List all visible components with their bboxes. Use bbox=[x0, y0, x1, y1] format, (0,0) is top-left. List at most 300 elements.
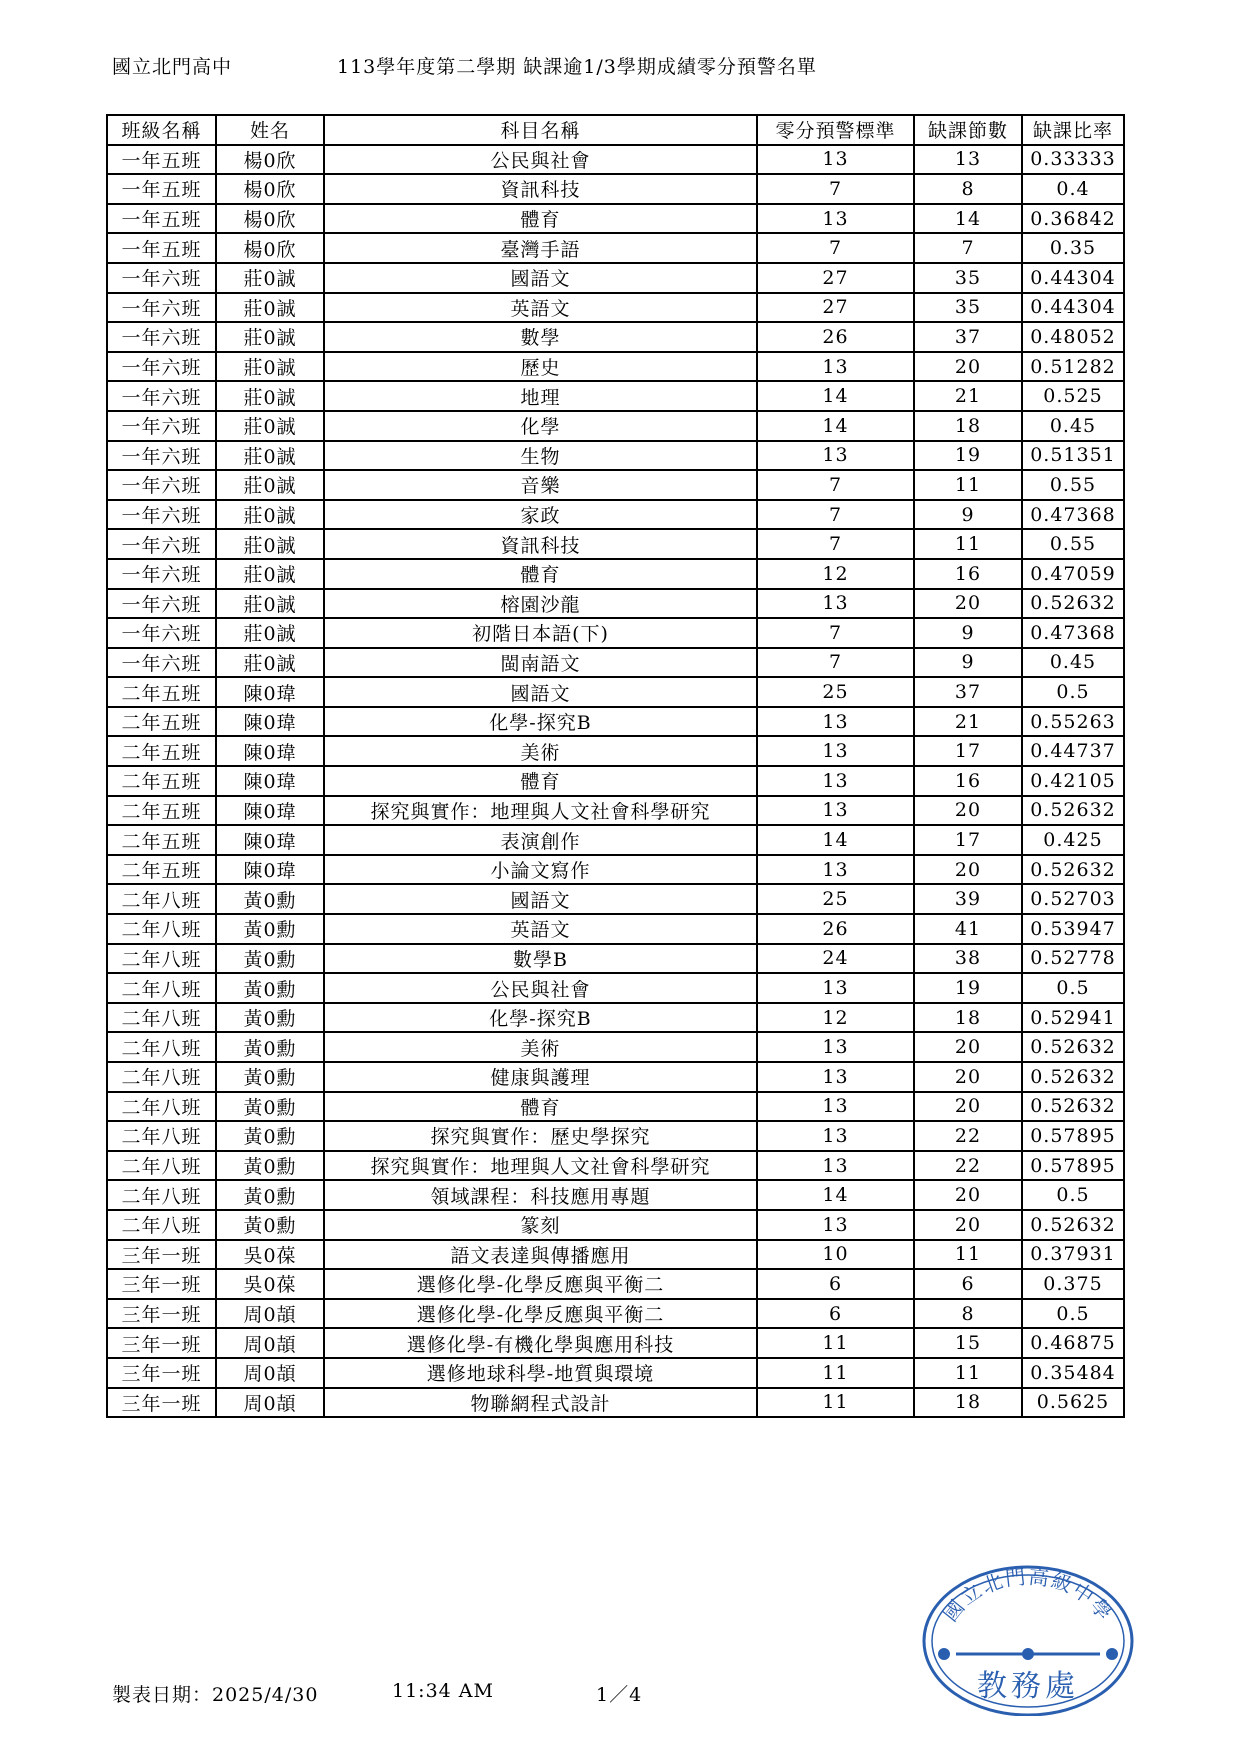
cell-subject: 體育 bbox=[324, 559, 757, 589]
cell-subject: 家政 bbox=[324, 500, 757, 530]
cell-name: 黃0勳 bbox=[216, 1151, 324, 1181]
warning-list-table bbox=[106, 114, 1125, 1418]
cell-subject: 探究與實作：地理與人文社會科學研究 bbox=[324, 796, 757, 826]
cell-name: 莊0誠 bbox=[216, 322, 324, 352]
table-row bbox=[107, 293, 1124, 323]
cell-name: 陳0瑋 bbox=[216, 825, 324, 855]
cell-name: 莊0誠 bbox=[216, 293, 324, 323]
cell-threshold: 7 bbox=[757, 470, 914, 500]
cell-absences: 11 bbox=[914, 529, 1022, 559]
cell-threshold: 13 bbox=[757, 766, 914, 796]
cell-name: 周0頡 bbox=[216, 1388, 324, 1418]
cell-absences: 18 bbox=[914, 1388, 1022, 1418]
cell-subject: 領域課程：科技應用專題 bbox=[324, 1180, 757, 1210]
cell-subject: 化學 bbox=[324, 411, 757, 441]
cell-threshold: 10 bbox=[757, 1240, 914, 1270]
cell-class: 一年六班 bbox=[107, 529, 216, 559]
cell-absences: 8 bbox=[914, 174, 1022, 204]
cell-subject: 資訊科技 bbox=[324, 174, 757, 204]
report-title: 113學年度第二學期 缺課逾1/3學期成績零分預警名單 bbox=[337, 56, 817, 78]
cell-class: 二年五班 bbox=[107, 855, 216, 885]
cell-class: 一年六班 bbox=[107, 441, 216, 471]
cell-threshold: 13 bbox=[757, 1210, 914, 1240]
cell-absences: 20 bbox=[914, 352, 1022, 382]
cell-subject: 公民與社會 bbox=[324, 973, 757, 1003]
cell-threshold: 13 bbox=[757, 145, 914, 175]
cell-threshold: 7 bbox=[757, 174, 914, 204]
cell-name: 陳0瑋 bbox=[216, 766, 324, 796]
cell-name: 莊0誠 bbox=[216, 589, 324, 619]
cell-class: 一年五班 bbox=[107, 174, 216, 204]
table-row bbox=[107, 589, 1124, 619]
cell-threshold: 14 bbox=[757, 1180, 914, 1210]
cell-absences: 20 bbox=[914, 855, 1022, 885]
cell-ratio: 0.37931 bbox=[1022, 1240, 1124, 1270]
cell-subject: 化學-探究B bbox=[324, 707, 757, 737]
cell-ratio: 0.5625 bbox=[1022, 1388, 1124, 1418]
cell-threshold: 25 bbox=[757, 677, 914, 707]
table-row bbox=[107, 825, 1124, 855]
cell-absences: 35 bbox=[914, 293, 1022, 323]
cell-subject: 國語文 bbox=[324, 884, 757, 914]
cell-absences: 20 bbox=[914, 1092, 1022, 1122]
cell-name: 莊0誠 bbox=[216, 529, 324, 559]
cell-absences: 20 bbox=[914, 1210, 1022, 1240]
cell-absences: 11 bbox=[914, 470, 1022, 500]
cell-name: 莊0誠 bbox=[216, 263, 324, 293]
cell-ratio: 0.52632 bbox=[1022, 855, 1124, 885]
cell-absences: 11 bbox=[914, 1358, 1022, 1388]
cell-class: 一年五班 bbox=[107, 233, 216, 263]
cell-subject: 音樂 bbox=[324, 470, 757, 500]
cell-class: 一年六班 bbox=[107, 293, 216, 323]
table-row bbox=[107, 263, 1124, 293]
cell-class: 一年六班 bbox=[107, 559, 216, 589]
cell-class: 三年一班 bbox=[107, 1299, 216, 1329]
cell-name: 黃0勳 bbox=[216, 1062, 324, 1092]
cell-class: 二年五班 bbox=[107, 825, 216, 855]
cell-threshold: 7 bbox=[757, 233, 914, 263]
table-row bbox=[107, 973, 1124, 1003]
cell-threshold: 13 bbox=[757, 1092, 914, 1122]
cell-ratio: 0.57895 bbox=[1022, 1121, 1124, 1151]
cell-ratio: 0.5 bbox=[1022, 1299, 1124, 1329]
cell-subject: 初階日本語(下) bbox=[324, 618, 757, 648]
cell-ratio: 0.4 bbox=[1022, 174, 1124, 204]
cell-subject: 體育 bbox=[324, 204, 757, 234]
cell-ratio: 0.33333 bbox=[1022, 145, 1124, 175]
cell-ratio: 0.52632 bbox=[1022, 796, 1124, 826]
cell-class: 二年八班 bbox=[107, 1210, 216, 1240]
cell-name: 黃0勳 bbox=[216, 1180, 324, 1210]
table-row bbox=[107, 1092, 1124, 1122]
cell-absences: 37 bbox=[914, 322, 1022, 352]
table-row bbox=[107, 1062, 1124, 1092]
cell-name: 陳0瑋 bbox=[216, 736, 324, 766]
cell-threshold: 26 bbox=[757, 322, 914, 352]
cell-ratio: 0.55 bbox=[1022, 470, 1124, 500]
cell-name: 黃0勳 bbox=[216, 973, 324, 1003]
cell-ratio: 0.52632 bbox=[1022, 1210, 1124, 1240]
cell-subject: 語文表達與傳播應用 bbox=[324, 1240, 757, 1270]
cell-ratio: 0.44737 bbox=[1022, 736, 1124, 766]
cell-class: 二年八班 bbox=[107, 884, 216, 914]
cell-ratio: 0.47368 bbox=[1022, 618, 1124, 648]
cell-subject: 小論文寫作 bbox=[324, 855, 757, 885]
cell-name: 周0頡 bbox=[216, 1328, 324, 1358]
cell-absences: 21 bbox=[914, 381, 1022, 411]
cell-ratio: 0.52941 bbox=[1022, 1003, 1124, 1033]
cell-name: 莊0誠 bbox=[216, 500, 324, 530]
cell-threshold: 14 bbox=[757, 411, 914, 441]
cell-subject: 美術 bbox=[324, 1032, 757, 1062]
table-row bbox=[107, 1388, 1124, 1418]
table-row bbox=[107, 529, 1124, 559]
cell-ratio: 0.44304 bbox=[1022, 293, 1124, 323]
cell-subject: 數學 bbox=[324, 322, 757, 352]
cell-name: 莊0誠 bbox=[216, 559, 324, 589]
cell-class: 三年一班 bbox=[107, 1269, 216, 1299]
cell-absences: 35 bbox=[914, 263, 1022, 293]
cell-subject: 探究與實作：歷史學探究 bbox=[324, 1121, 757, 1151]
cell-name: 莊0誠 bbox=[216, 618, 324, 648]
cell-subject: 選修地球科學-地質與環境 bbox=[324, 1358, 757, 1388]
cell-threshold: 13 bbox=[757, 796, 914, 826]
cell-class: 二年八班 bbox=[107, 1032, 216, 1062]
cell-threshold: 13 bbox=[757, 855, 914, 885]
cell-ratio: 0.53947 bbox=[1022, 914, 1124, 944]
table-row bbox=[107, 470, 1124, 500]
cell-class: 二年八班 bbox=[107, 1180, 216, 1210]
cell-ratio: 0.42105 bbox=[1022, 766, 1124, 796]
cell-absences: 8 bbox=[914, 1299, 1022, 1329]
cell-ratio: 0.57895 bbox=[1022, 1151, 1124, 1181]
cell-subject: 歷史 bbox=[324, 352, 757, 382]
cell-class: 三年一班 bbox=[107, 1358, 216, 1388]
cell-ratio: 0.52703 bbox=[1022, 884, 1124, 914]
cell-ratio: 0.52632 bbox=[1022, 1092, 1124, 1122]
cell-name: 莊0誠 bbox=[216, 411, 324, 441]
cell-subject: 臺灣手語 bbox=[324, 233, 757, 263]
cell-name: 黃0勳 bbox=[216, 944, 324, 974]
report-time: 11:34 AM bbox=[392, 1680, 494, 1702]
cell-threshold: 13 bbox=[757, 973, 914, 1003]
cell-absences: 9 bbox=[914, 500, 1022, 530]
cell-absences: 16 bbox=[914, 766, 1022, 796]
cell-absences: 20 bbox=[914, 589, 1022, 619]
cell-subject: 國語文 bbox=[324, 677, 757, 707]
cell-threshold: 26 bbox=[757, 914, 914, 944]
column-header-absences: 缺課節數 bbox=[914, 115, 1022, 145]
cell-threshold: 13 bbox=[757, 1151, 914, 1181]
cell-threshold: 13 bbox=[757, 589, 914, 619]
cell-absences: 14 bbox=[914, 204, 1022, 234]
cell-class: 一年六班 bbox=[107, 470, 216, 500]
cell-ratio: 0.36842 bbox=[1022, 204, 1124, 234]
cell-threshold: 13 bbox=[757, 1121, 914, 1151]
table-row bbox=[107, 914, 1124, 944]
cell-subject: 地理 bbox=[324, 381, 757, 411]
cell-absences: 41 bbox=[914, 914, 1022, 944]
cell-subject: 物聯網程式設計 bbox=[324, 1388, 757, 1418]
cell-ratio: 0.35484 bbox=[1022, 1358, 1124, 1388]
cell-absences: 9 bbox=[914, 618, 1022, 648]
cell-subject: 公民與社會 bbox=[324, 145, 757, 175]
table-row bbox=[107, 707, 1124, 737]
cell-absences: 18 bbox=[914, 1003, 1022, 1033]
column-header-subject: 科目名稱 bbox=[324, 115, 757, 145]
cell-class: 一年五班 bbox=[107, 204, 216, 234]
cell-threshold: 14 bbox=[757, 381, 914, 411]
cell-name: 黃0勳 bbox=[216, 1032, 324, 1062]
table-row bbox=[107, 855, 1124, 885]
cell-name: 周0頡 bbox=[216, 1358, 324, 1388]
cell-absences: 18 bbox=[914, 411, 1022, 441]
table-row bbox=[107, 796, 1124, 826]
cell-ratio: 0.55263 bbox=[1022, 707, 1124, 737]
cell-class: 二年八班 bbox=[107, 973, 216, 1003]
cell-threshold: 7 bbox=[757, 529, 914, 559]
cell-subject: 選修化學-有機化學與應用科技 bbox=[324, 1328, 757, 1358]
cell-ratio: 0.47059 bbox=[1022, 559, 1124, 589]
table-row bbox=[107, 944, 1124, 974]
cell-subject: 選修化學-化學反應與平衡二 bbox=[324, 1269, 757, 1299]
cell-name: 陳0瑋 bbox=[216, 707, 324, 737]
cell-absences: 20 bbox=[914, 1032, 1022, 1062]
cell-name: 黃0勳 bbox=[216, 1003, 324, 1033]
cell-name: 陳0瑋 bbox=[216, 677, 324, 707]
table-row bbox=[107, 1032, 1124, 1062]
cell-class: 二年五班 bbox=[107, 677, 216, 707]
cell-threshold: 14 bbox=[757, 825, 914, 855]
cell-name: 楊0欣 bbox=[216, 204, 324, 234]
table-row bbox=[107, 381, 1124, 411]
table-row bbox=[107, 204, 1124, 234]
table-row bbox=[107, 1358, 1124, 1388]
cell-subject: 健康與護理 bbox=[324, 1062, 757, 1092]
cell-absences: 17 bbox=[914, 825, 1022, 855]
cell-threshold: 11 bbox=[757, 1388, 914, 1418]
table-row bbox=[107, 559, 1124, 589]
cell-class: 一年六班 bbox=[107, 352, 216, 382]
cell-subject: 表演創作 bbox=[324, 825, 757, 855]
cell-threshold: 13 bbox=[757, 204, 914, 234]
table-row bbox=[107, 174, 1124, 204]
cell-threshold: 6 bbox=[757, 1269, 914, 1299]
cell-threshold: 25 bbox=[757, 884, 914, 914]
cell-class: 三年一班 bbox=[107, 1388, 216, 1418]
cell-class: 二年八班 bbox=[107, 1062, 216, 1092]
table-row bbox=[107, 766, 1124, 796]
cell-name: 莊0誠 bbox=[216, 648, 324, 678]
cell-ratio: 0.52778 bbox=[1022, 944, 1124, 974]
cell-class: 一年六班 bbox=[107, 381, 216, 411]
cell-ratio: 0.55 bbox=[1022, 529, 1124, 559]
table-row bbox=[107, 1240, 1124, 1270]
cell-subject: 閩南語文 bbox=[324, 648, 757, 678]
cell-class: 二年五班 bbox=[107, 736, 216, 766]
table-row bbox=[107, 648, 1124, 678]
column-header-name: 姓名 bbox=[216, 115, 324, 145]
cell-name: 吳0葆 bbox=[216, 1240, 324, 1270]
cell-class: 二年八班 bbox=[107, 1003, 216, 1033]
page-number: 1／4 bbox=[596, 1684, 643, 1706]
cell-class: 二年八班 bbox=[107, 914, 216, 944]
svg-text:教務處: 教務處 bbox=[977, 1669, 1079, 1704]
table-row bbox=[107, 1151, 1124, 1181]
cell-class: 二年五班 bbox=[107, 796, 216, 826]
cell-ratio: 0.45 bbox=[1022, 411, 1124, 441]
table-row bbox=[107, 233, 1124, 263]
cell-ratio: 0.525 bbox=[1022, 381, 1124, 411]
table-row bbox=[107, 411, 1124, 441]
cell-subject: 國語文 bbox=[324, 263, 757, 293]
column-header-threshold: 零分預警標準 bbox=[757, 115, 914, 145]
table-row bbox=[107, 322, 1124, 352]
cell-subject: 篆刻 bbox=[324, 1210, 757, 1240]
cell-name: 楊0欣 bbox=[216, 145, 324, 175]
cell-name: 陳0瑋 bbox=[216, 796, 324, 826]
cell-absences: 22 bbox=[914, 1121, 1022, 1151]
cell-class: 一年六班 bbox=[107, 500, 216, 530]
cell-name: 楊0欣 bbox=[216, 233, 324, 263]
cell-threshold: 27 bbox=[757, 263, 914, 293]
cell-threshold: 24 bbox=[757, 944, 914, 974]
table-body bbox=[107, 145, 1124, 1418]
school-name: 國立北門高中 bbox=[112, 56, 233, 78]
cell-threshold: 7 bbox=[757, 500, 914, 530]
cell-absences: 20 bbox=[914, 1180, 1022, 1210]
cell-name: 莊0誠 bbox=[216, 381, 324, 411]
cell-subject: 選修化學-化學反應與平衡二 bbox=[324, 1299, 757, 1329]
cell-ratio: 0.45 bbox=[1022, 648, 1124, 678]
cell-class: 二年八班 bbox=[107, 1121, 216, 1151]
cell-subject: 數學B bbox=[324, 944, 757, 974]
cell-name: 吳0葆 bbox=[216, 1269, 324, 1299]
cell-class: 一年六班 bbox=[107, 322, 216, 352]
cell-name: 黃0勳 bbox=[216, 1121, 324, 1151]
cell-absences: 9 bbox=[914, 648, 1022, 678]
cell-name: 黃0勳 bbox=[216, 914, 324, 944]
table-row bbox=[107, 736, 1124, 766]
cell-threshold: 13 bbox=[757, 1062, 914, 1092]
cell-subject: 榕園沙龍 bbox=[324, 589, 757, 619]
cell-ratio: 0.51282 bbox=[1022, 352, 1124, 382]
cell-threshold: 13 bbox=[757, 1032, 914, 1062]
cell-class: 三年一班 bbox=[107, 1328, 216, 1358]
cell-subject: 美術 bbox=[324, 736, 757, 766]
cell-absences: 22 bbox=[914, 1151, 1022, 1181]
cell-threshold: 12 bbox=[757, 559, 914, 589]
cell-class: 一年六班 bbox=[107, 648, 216, 678]
cell-threshold: 13 bbox=[757, 707, 914, 737]
cell-ratio: 0.425 bbox=[1022, 825, 1124, 855]
cell-subject: 體育 bbox=[324, 1092, 757, 1122]
table-row bbox=[107, 441, 1124, 471]
cell-absences: 20 bbox=[914, 796, 1022, 826]
column-header-class: 班級名稱 bbox=[107, 115, 216, 145]
cell-absences: 19 bbox=[914, 441, 1022, 471]
cell-absences: 11 bbox=[914, 1240, 1022, 1270]
table-row bbox=[107, 1180, 1124, 1210]
cell-subject: 體育 bbox=[324, 766, 757, 796]
cell-threshold: 13 bbox=[757, 352, 914, 382]
cell-class: 二年五班 bbox=[107, 707, 216, 737]
cell-absences: 17 bbox=[914, 736, 1022, 766]
report-date: 製表日期：2025/4/30 bbox=[112, 1684, 319, 1706]
table-row bbox=[107, 145, 1124, 175]
cell-ratio: 0.51351 bbox=[1022, 441, 1124, 471]
cell-threshold: 11 bbox=[757, 1328, 914, 1358]
cell-class: 三年一班 bbox=[107, 1240, 216, 1270]
cell-threshold: 27 bbox=[757, 293, 914, 323]
cell-absences: 6 bbox=[914, 1269, 1022, 1299]
cell-threshold: 7 bbox=[757, 618, 914, 648]
cell-ratio: 0.52632 bbox=[1022, 1062, 1124, 1092]
cell-absences: 37 bbox=[914, 677, 1022, 707]
cell-ratio: 0.52632 bbox=[1022, 1032, 1124, 1062]
cell-threshold: 6 bbox=[757, 1299, 914, 1329]
cell-name: 黃0勳 bbox=[216, 1092, 324, 1122]
table-row bbox=[107, 1269, 1124, 1299]
cell-absences: 21 bbox=[914, 707, 1022, 737]
svg-text:國立北門高級中學: 國立北門高級中學 bbox=[938, 1564, 1118, 1626]
cell-subject: 生物 bbox=[324, 441, 757, 471]
table-row bbox=[107, 618, 1124, 648]
table-row bbox=[107, 1003, 1124, 1033]
cell-absences: 20 bbox=[914, 1062, 1022, 1092]
cell-absences: 38 bbox=[914, 944, 1022, 974]
cell-threshold: 12 bbox=[757, 1003, 914, 1033]
cell-class: 二年八班 bbox=[107, 1092, 216, 1122]
cell-absences: 13 bbox=[914, 145, 1022, 175]
table-row bbox=[107, 352, 1124, 382]
cell-subject: 英語文 bbox=[324, 914, 757, 944]
cell-name: 周0頡 bbox=[216, 1299, 324, 1329]
cell-subject: 探究與實作：地理與人文社會科學研究 bbox=[324, 1151, 757, 1181]
cell-name: 莊0誠 bbox=[216, 470, 324, 500]
cell-name: 楊0欣 bbox=[216, 174, 324, 204]
cell-class: 二年八班 bbox=[107, 1151, 216, 1181]
cell-ratio: 0.44304 bbox=[1022, 263, 1124, 293]
cell-absences: 7 bbox=[914, 233, 1022, 263]
cell-class: 一年六班 bbox=[107, 263, 216, 293]
cell-class: 二年八班 bbox=[107, 944, 216, 974]
cell-absences: 39 bbox=[914, 884, 1022, 914]
table-row bbox=[107, 1328, 1124, 1358]
cell-subject: 化學-探究B bbox=[324, 1003, 757, 1033]
cell-ratio: 0.46875 bbox=[1022, 1328, 1124, 1358]
cell-subject: 資訊科技 bbox=[324, 529, 757, 559]
cell-ratio: 0.5 bbox=[1022, 677, 1124, 707]
cell-name: 陳0瑋 bbox=[216, 855, 324, 885]
cell-ratio: 0.47368 bbox=[1022, 500, 1124, 530]
column-header-ratio: 缺課比率 bbox=[1022, 115, 1124, 145]
table-row bbox=[107, 500, 1124, 530]
cell-name: 莊0誠 bbox=[216, 352, 324, 382]
table-row bbox=[107, 884, 1124, 914]
cell-ratio: 0.35 bbox=[1022, 233, 1124, 263]
table-row bbox=[107, 1299, 1124, 1329]
cell-name: 莊0誠 bbox=[216, 441, 324, 471]
cell-ratio: 0.5 bbox=[1022, 973, 1124, 1003]
cell-absences: 16 bbox=[914, 559, 1022, 589]
cell-ratio: 0.52632 bbox=[1022, 589, 1124, 619]
table-row bbox=[107, 1210, 1124, 1240]
cell-subject: 英語文 bbox=[324, 293, 757, 323]
cell-threshold: 13 bbox=[757, 441, 914, 471]
cell-class: 二年五班 bbox=[107, 766, 216, 796]
